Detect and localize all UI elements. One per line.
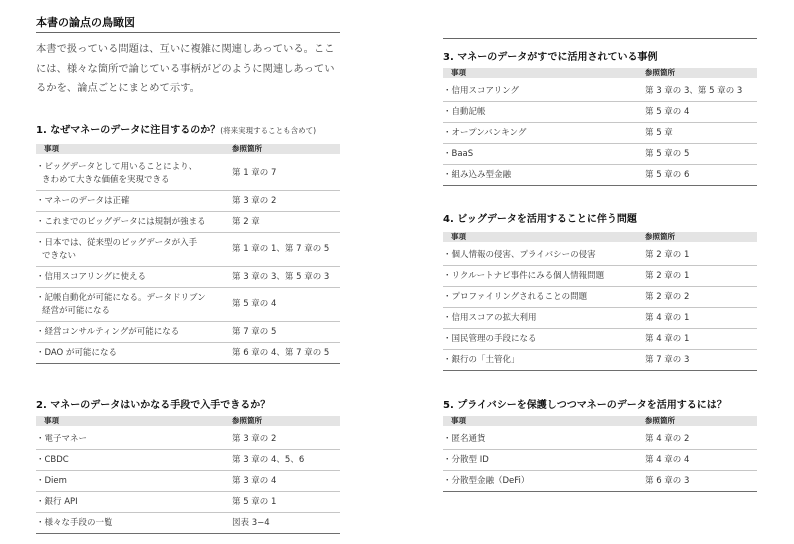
row-ref: 図表 3−4 — [232, 517, 270, 528]
intro-paragraph — [36, 40, 348, 99]
table-header — [443, 68, 757, 78]
row-ref: 第 2 章の 1 — [645, 270, 690, 281]
row-ref: 第 3 章の 4 — [232, 475, 277, 486]
row-ref: 第 6 章の 3 — [645, 475, 690, 486]
header-ref: 参照箇所 — [645, 68, 675, 77]
row-ref: 第 4 章の 1 — [645, 333, 690, 344]
row-ref: 第 5 章の 4 — [645, 106, 690, 117]
row-item — [443, 312, 641, 325]
table-row — [36, 322, 340, 343]
page-title: 本書の論点の鳥瞰図 — [36, 16, 340, 33]
row-ref: 第 5 章の 5 — [645, 148, 690, 159]
section-title: ビッグデータを活用することに伴う問題 — [457, 214, 637, 225]
table-row — [36, 288, 340, 322]
row-ref: 第 3 章の 2 — [232, 433, 277, 444]
table-row — [36, 492, 340, 513]
table-row — [36, 450, 340, 471]
row-item-line: ・マネーのデータは正確 — [36, 195, 130, 206]
row-ref: 第 2 章の 2 — [645, 291, 690, 302]
intro-line: るかを、論点ごとにまとめて示す。 — [36, 82, 200, 94]
row-ref: 第 5 章の 6 — [645, 169, 690, 180]
table-row — [36, 154, 340, 191]
row-item — [443, 148, 641, 161]
row-ref: 第 5 章の 1 — [232, 496, 277, 507]
row-item-line: ・日本では、従来型のビッグデータが入手 — [36, 237, 198, 248]
row-item-line: ・BaaS — [443, 148, 474, 159]
reference-table — [36, 416, 340, 534]
row-item — [36, 292, 228, 318]
row-item — [443, 333, 641, 346]
row-item-line: ・銀行 API — [36, 496, 78, 507]
row-item — [36, 195, 228, 208]
table-row — [36, 426, 340, 450]
table-row — [443, 123, 757, 144]
row-ref: 第 3 章の 3、第 5 章の 3 — [645, 85, 743, 96]
table-row — [443, 242, 757, 266]
row-item-line: ・国民管理の手段になる — [443, 333, 537, 344]
section-heading — [443, 400, 727, 412]
row-item-line: ・CBDC — [36, 454, 69, 465]
header-ref: 参照箇所 — [645, 232, 675, 241]
row-ref: 第 2 章 — [232, 216, 260, 227]
table-header — [36, 144, 340, 154]
row-item-line: ・組み込み型金融 — [443, 169, 512, 180]
section-title: マネーのデータがすでに活用されている事例 — [457, 52, 658, 63]
row-item-line: ・Diem — [36, 475, 67, 486]
table-row — [443, 102, 757, 123]
table-row — [36, 267, 340, 288]
reference-table — [443, 68, 757, 186]
section-heading — [36, 125, 316, 137]
row-item-line: ・電子マネー — [36, 433, 88, 444]
row-item-line: できない — [42, 250, 77, 261]
row-ref: 第 7 章の 3 — [645, 354, 690, 365]
row-item-line: ・様々な手段の一覧 — [36, 517, 113, 528]
header-ref: 参照箇所 — [232, 416, 262, 425]
row-item — [443, 433, 641, 446]
section-number: 3. — [443, 52, 454, 63]
row-item — [443, 249, 641, 262]
row-item — [443, 454, 641, 467]
header-item: 事項 — [44, 416, 59, 425]
table-header — [36, 416, 340, 426]
row-item — [36, 237, 228, 263]
header-ref: 参照箇所 — [645, 416, 675, 425]
table-row — [36, 513, 340, 534]
header-item: 事項 — [451, 232, 466, 241]
header-item: 事項 — [44, 144, 59, 153]
row-ref: 第 3 章の 3、第 5 章の 3 — [232, 271, 330, 282]
row-item-line: ・分散型 ID — [443, 454, 489, 465]
header-item: 事項 — [451, 68, 466, 77]
row-item — [36, 271, 228, 284]
row-item-line: 経営が可能になる — [42, 305, 111, 316]
section-note: (将来実現することも含めて) — [220, 126, 317, 135]
row-ref: 第 1 章の 7 — [232, 168, 277, 178]
table-header — [443, 232, 757, 242]
row-ref: 第 6 章の 4、第 7 章の 5 — [232, 347, 330, 358]
section-heading — [443, 214, 637, 226]
row-ref: 第 3 章の 2 — [232, 195, 277, 206]
table-row — [443, 266, 757, 287]
row-item-line: ・匿名通貨 — [443, 433, 486, 444]
row-item-line: ・個人情報の侵害、プライバシーの侵害 — [443, 249, 596, 260]
reference-table — [36, 144, 340, 364]
header-item: 事項 — [451, 416, 466, 425]
row-item-line: ・経営コンサルティングが可能になる — [36, 326, 180, 337]
row-ref: 第 3 章の 4、5、6 — [232, 454, 305, 465]
row-item-line: ・信用スコアリング — [443, 85, 519, 96]
row-item-line: ・リクルートナビ事件にみる個人情報問題 — [443, 270, 605, 281]
table-row — [36, 233, 340, 267]
row-ref: 第 5 章の 4 — [232, 299, 277, 309]
row-item — [36, 496, 228, 509]
row-ref: 第 2 章の 1 — [645, 249, 690, 260]
row-item — [443, 354, 641, 367]
row-item — [36, 326, 228, 339]
table-row — [36, 191, 340, 212]
header-ref: 参照箇所 — [232, 144, 262, 153]
row-item-line: ・DAO が可能になる — [36, 347, 117, 358]
table-row — [36, 212, 340, 233]
section-number: 5. — [443, 400, 454, 411]
row-item-line: ・銀行の「土管化」 — [443, 354, 520, 365]
row-item — [36, 517, 228, 530]
row-item-line: きわめて大きな価値を実現できる — [42, 174, 170, 185]
row-ref: 第 1 章の 1、第 7 章の 5 — [232, 244, 330, 254]
section-heading — [443, 52, 658, 64]
row-item — [36, 475, 228, 488]
table-row — [443, 471, 757, 492]
row-item-line: ・記帳自動化が可能になる。データドリブン — [36, 292, 206, 303]
table-header — [443, 416, 757, 426]
row-ref: 第 4 章の 4 — [645, 454, 690, 465]
row-item — [443, 270, 641, 283]
row-item-line: ・自動記帳 — [443, 106, 486, 117]
row-item — [443, 85, 641, 98]
row-item-line: ・プロファイリングされることの問題 — [443, 291, 588, 302]
row-item-line: ・信用スコアリングに使える — [36, 271, 146, 282]
reference-table — [443, 232, 757, 371]
row-item — [36, 454, 228, 467]
row-item-line: ・オープンバンキング — [443, 127, 527, 138]
row-item-line: ・分散型金融（DeFi） — [443, 475, 530, 486]
section-number: 4. — [443, 214, 454, 225]
table-row — [36, 471, 340, 492]
row-item — [443, 475, 641, 488]
table-row — [443, 308, 757, 329]
row-item-line: ・これまでのビッグデータには規制が強まる — [36, 216, 206, 227]
section-number: 2. — [36, 400, 47, 411]
section-title: プライバシーを保護しつつマネーのデータを活用するには？ — [457, 400, 727, 411]
table-row — [443, 426, 757, 450]
top-rule — [443, 38, 757, 39]
table-row — [443, 329, 757, 350]
table-row — [443, 78, 757, 102]
intro-line: には、様々な箇所で論じている事柄がどのように関連しあってい — [36, 62, 335, 75]
row-ref: 第 5 章 — [645, 127, 673, 138]
row-item — [443, 291, 641, 304]
table-row — [36, 343, 340, 364]
reference-table — [443, 416, 757, 492]
row-item — [443, 169, 641, 182]
intro-line: 本書で扱っている問題は、互いに複雑に関連しあっている。ここ — [36, 43, 335, 55]
section-number: 1. — [36, 125, 47, 136]
row-ref: 第 4 章の 2 — [645, 433, 690, 444]
row-item — [36, 347, 228, 360]
row-item — [443, 127, 641, 140]
row-ref: 第 4 章の 1 — [645, 312, 690, 323]
section-title: マネーのデータはいかなる手段で入手できるか？ — [50, 400, 271, 411]
table-row — [443, 165, 757, 186]
row-item — [36, 161, 228, 187]
row-item — [36, 216, 228, 229]
table-row — [443, 450, 757, 471]
section-heading — [36, 400, 270, 412]
table-row — [443, 287, 757, 308]
row-ref: 第 7 章の 5 — [232, 326, 277, 337]
table-row — [443, 350, 757, 371]
row-item — [443, 106, 641, 119]
section-title: なぜマネーのデータに注目するのか？ — [50, 125, 221, 136]
row-item-line: ・ビッグデータとして用いることにより、 — [36, 161, 198, 172]
row-item-line: ・信用スコアの拡大利用 — [443, 312, 537, 323]
row-item — [36, 433, 228, 446]
table-row — [443, 144, 757, 165]
